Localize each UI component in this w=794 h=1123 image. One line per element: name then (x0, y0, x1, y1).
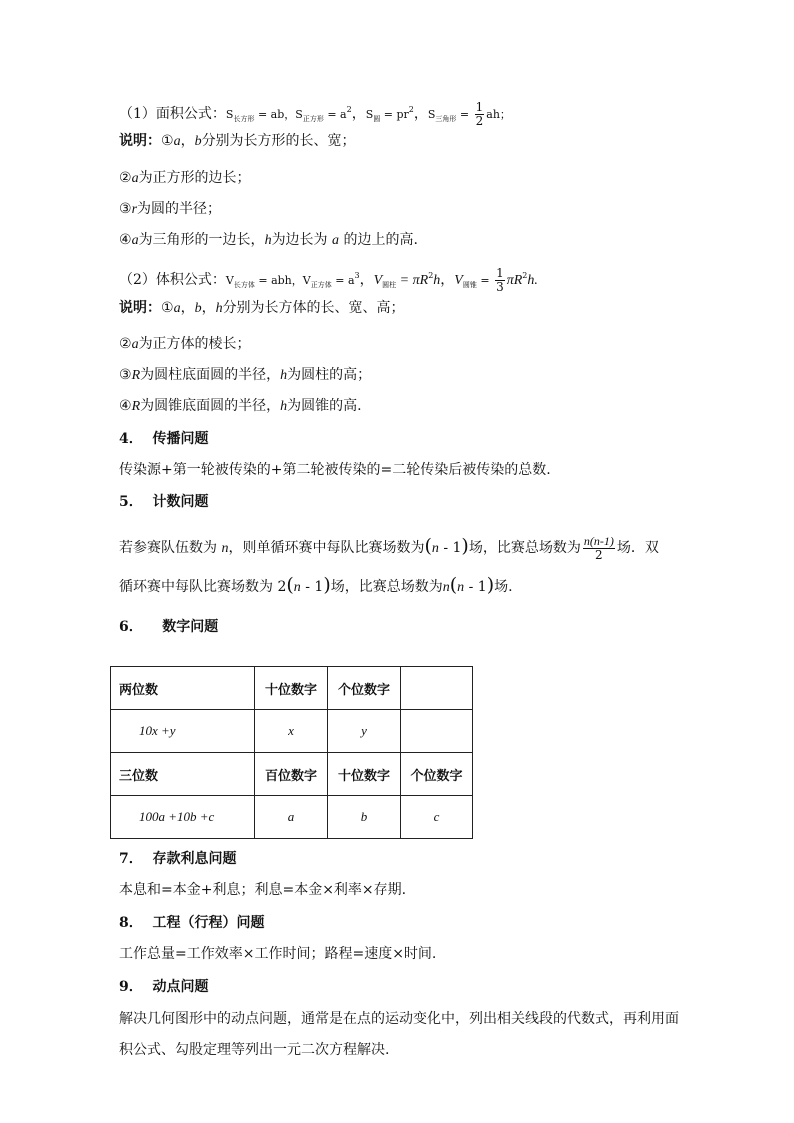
section-8-heading: 8． 工程（行程）问题 (119, 915, 265, 931)
section-6-heading: 6． 数字问题 (119, 619, 219, 635)
area-formula-prefix: （1）面积公式： (119, 106, 226, 122)
section-4-heading: 4． 传播问题 (119, 431, 209, 447)
section-5-line-1: 若参赛队伍数为 n，则单循环赛中每队比赛场数为(n - 1)场，比赛总场数为 $\frac{n(n-1)}{2}$ 场．双 (119, 533, 659, 562)
section-8-body: 工作总量=工作效率×工作时间；路程=速度×时间. (119, 946, 437, 962)
volume-formula-line: （2）体积公式：$V_{长方体}$ = abh，$V_{正方体} = a^3$，$V_{圆柱} = \pi R^2h$，$V_{圆锥}$ = $\frac{1}{3}$ $\pi R^2h$. (119, 265, 538, 294)
area-note-1: 说明：①a，b分别为长方形的长、宽； (119, 133, 356, 149)
volume-note-4: ④R为圆锥底面圆的半径，h为圆锥的高. (119, 398, 362, 414)
section-5-heading: 5． 计数问题 (119, 494, 209, 510)
section-9-body-1: 解决几何图形中的动点问题，通常是在点的运动变化中，列出相关线段的代数式，再利用面 (119, 1011, 679, 1027)
table-row: 10x +y x y (111, 710, 473, 753)
table-row: 两位数 十位数字 个位数字 (111, 667, 473, 710)
third-fraction: $\frac{1}{3}$ (496, 265, 504, 294)
section-9-body-2: 积公式、勾股定理等列出一元二次方程解决. (119, 1042, 390, 1058)
area-note-3: ③r为圆的半径； (119, 201, 222, 217)
table-row: 三位数 百位数字 十位数字 个位数字 (111, 753, 473, 796)
section-5-line-2: 循环赛中每队比赛场数为 2(n - 1)场，比赛总场数为n(n - 1)场. (119, 574, 513, 596)
volume-note-3: ③R为圆柱底面圆的半径，h为圆柱的高； (119, 367, 372, 383)
half-fraction: $\frac{1}{2}$ (475, 99, 484, 128)
volume-note-2: ②a为正方体的棱长； (119, 336, 251, 352)
area-formula-line: （1）面积公式：$S_{长方形}$ = ab，$S_{正方形} = a^2$，$S_圆 = pr^2$，$S_{三角形}$ = $\frac{1}{2}$ ah； (119, 99, 511, 128)
area-note-2: ②a为正方形的边长； (119, 170, 251, 186)
table-row: 100a +10b +c a b c (111, 796, 473, 839)
digit-table (110, 666, 473, 839)
match-count-fraction: $\frac{n(n-1)}{2}$ (583, 533, 614, 562)
volume-formula-prefix: （2）体积公式： (119, 272, 226, 288)
volume-note-1: 说明：①a，b，h分别为长方体的长、宽、高； (119, 300, 405, 316)
area-note-4: ④a为三角形的一边长，h为边长为 a 的边上的高. (119, 232, 418, 248)
section-7-body: 本息和=本金+利息；利息=本金×利率×存期. (119, 882, 407, 898)
section-4-body: 传染源+第一轮被传染的+第二轮被传染的=二轮传染后被传染的总数. (119, 462, 551, 478)
section-7-heading: 7． 存款利息问题 (119, 851, 237, 867)
section-9-heading: 9． 动点问题 (119, 979, 209, 995)
